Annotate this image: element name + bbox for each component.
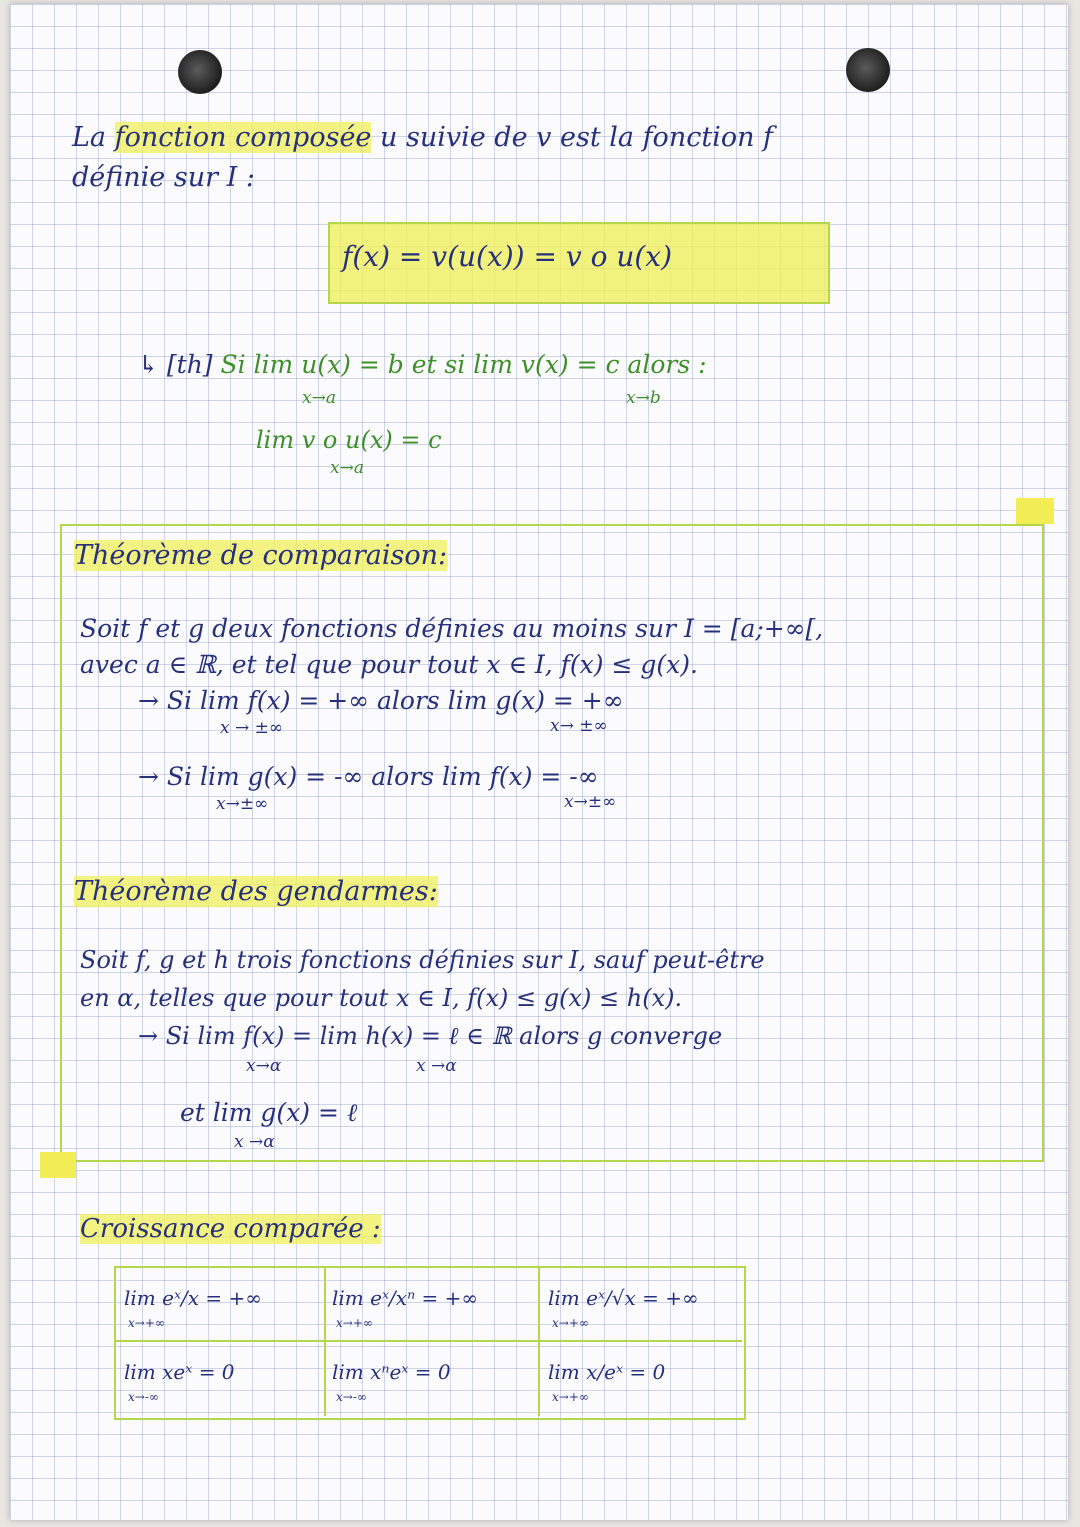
comparaison-line2: avec a ∈ ℝ, et tel que pour tout x ∈ I, f(x) ≤ g(x).: [80, 650, 698, 679]
gendarmes-conclusion: et lim g(x) = ℓ: [180, 1098, 358, 1127]
comparaison-bullet1-sub1: x → ±∞: [220, 718, 284, 738]
composee-highlight: fonction composée: [114, 122, 372, 153]
comparaison-bullet2-sub2: x→±∞: [564, 792, 617, 812]
notebook-page: [10, 4, 1068, 1520]
table-cell-1-sub: x→+∞: [128, 1316, 165, 1330]
comparaison-title: Théorème de comparaison:: [74, 540, 448, 571]
croissance-table-vline2: [538, 1266, 540, 1416]
croissance-table-hline: [114, 1340, 742, 1342]
theorem-statement: Si lim u(x) = b et si lim v(x) = c alors :: [220, 350, 707, 379]
table-cell-2: lim eˣ/xⁿ = +∞: [332, 1286, 479, 1310]
theorem-line2: lim v o u(x) = c: [256, 426, 442, 454]
table-cell-5: lim xⁿeˣ = 0: [332, 1360, 451, 1384]
composee-line1-end: u suivie de v est la fonction f: [371, 122, 774, 153]
gendarmes-title: Théorème des gendarmes:: [74, 876, 438, 907]
table-cell-5-sub: x→-∞: [336, 1390, 367, 1404]
yellow-tab-right: [1016, 498, 1054, 524]
comparaison-line1: Soit f et g deux fonctions définies au moins sur I = [a;+∞[,: [80, 614, 824, 643]
comparaison-bullet1: → Si lim f(x) = +∞ alors lim g(x) = +∞: [138, 686, 624, 715]
theorem-label: ↳ [th]: [138, 350, 221, 379]
table-cell-3: lim eˣ/√x = +∞: [548, 1286, 699, 1310]
table-cell-4-sub: x→-∞: [128, 1390, 159, 1404]
theorem-line2-sub: x→a: [330, 458, 364, 478]
gendarmes-conclusion-sub: x →α: [234, 1132, 275, 1152]
table-cell-6-sub: x→+∞: [552, 1390, 589, 1404]
theorem-line1: [138, 350, 707, 379]
yellow-tab-left: [40, 1152, 76, 1178]
gendarmes-line2: en α, telles que pour tout x ∈ I, f(x) ≤ g(x) ≤ h(x).: [80, 984, 683, 1012]
gendarmes-bullet-sub2: x →α: [416, 1056, 457, 1076]
composee-formula: f(x) = v(u(x)) = v o u(x): [342, 240, 673, 273]
table-cell-6: lim x/eˣ = 0: [548, 1360, 666, 1384]
theorem-sub-a: x→a: [302, 388, 336, 408]
croissance-title: Croissance comparée :: [80, 1214, 381, 1244]
comparaison-bullet2: → Si lim g(x) = -∞ alors lim f(x) = -∞: [138, 762, 599, 791]
comparaison-bullet2-sub1: x→±∞: [216, 794, 269, 814]
composee-line2: définie sur I :: [72, 162, 255, 193]
comparaison-bullet1-sub2: x→ ±∞: [550, 716, 608, 736]
punch-hole-left: [178, 50, 222, 94]
gendarmes-line1: Soit f, g et h trois fonctions définies sur I, sauf peut-être: [80, 946, 765, 974]
composee-line1: [72, 122, 773, 153]
table-cell-3-sub: x→+∞: [552, 1316, 589, 1330]
gendarmes-bullet-sub1: x→α: [246, 1056, 282, 1076]
composee-line1-start: La: [72, 122, 115, 153]
table-cell-1: lim eˣ/x = +∞: [124, 1286, 262, 1310]
table-cell-2-sub: x→+∞: [336, 1316, 373, 1330]
table-cell-4: lim xeˣ = 0: [124, 1360, 235, 1384]
punch-hole-right: [846, 48, 890, 92]
theorem-sub-b: x→b: [626, 388, 661, 408]
croissance-table-vline1: [324, 1266, 326, 1416]
gendarmes-bullet: → Si lim f(x) = lim h(x) = ℓ ∈ ℝ alors g converge: [138, 1022, 723, 1050]
